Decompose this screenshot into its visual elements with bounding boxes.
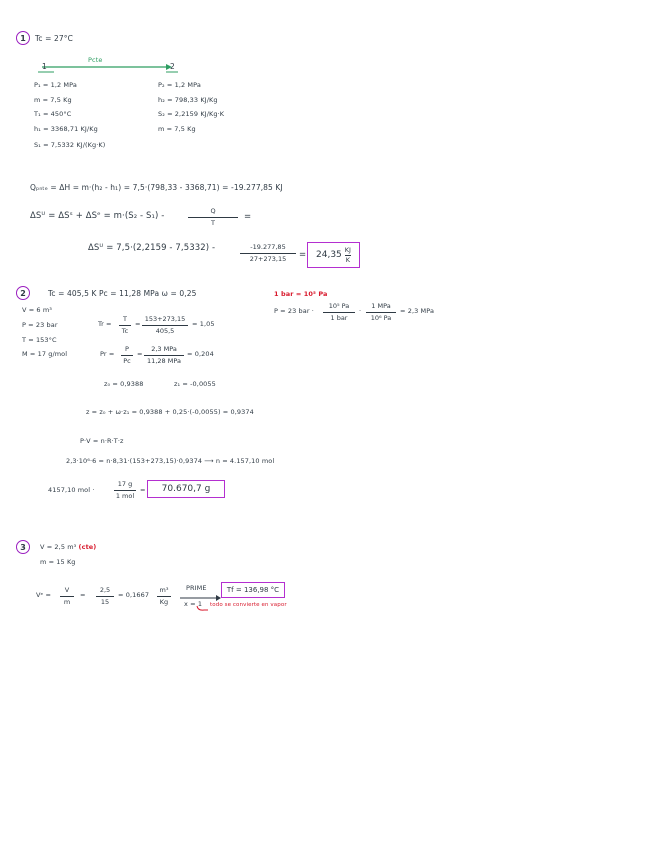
temperature-ratio-fraction: 153+273,15 405,5 [142, 316, 188, 334]
reduced-temperature-label: Tr = [98, 320, 112, 328]
multiply-dot: · [359, 307, 362, 315]
fraction-numerator: -19.277,85 [250, 243, 286, 251]
equals-sign: = [80, 591, 86, 599]
pa-to-mpa-fraction: 1 MPa 10⁶ Pa [366, 303, 396, 321]
compressibility-equation: z = z₀ + ω·z₁ = 0,9388 + 0,25·(-0,0055) = 0,9374 [86, 408, 254, 416]
problem-2-number: 2 [16, 286, 30, 300]
entropy-result-box [307, 242, 360, 268]
table-label: PRIME [186, 584, 207, 592]
molar-mass-fraction: 17 g 1 mol [115, 480, 135, 500]
state-1-enthalpy: h₁ = 3368,71 KJ/Kg [34, 125, 98, 133]
state-1-entropy: S₁ = 7,5332 KJ/(Kg·K) [34, 141, 106, 149]
reduced-pressure-label: Pr = [100, 350, 115, 358]
volume-mass-fraction: 2,5 15 [96, 587, 114, 605]
state-2-pressure: P₂ = 1,2 MPa [158, 81, 201, 89]
specific-volume-label: Vᵉ = [36, 591, 52, 599]
z1-value: z₁ = -0,0055 [174, 380, 216, 388]
entropy-equation: ΔSᵁ = ΔSˢ + ΔSᵉ = m·(S₂ - S₁) - [30, 211, 165, 221]
molar-mass-value: M = 17 g/mol [22, 350, 68, 358]
specific-volume-unit: m³ Kg [157, 587, 171, 605]
state-2-entropy: S₂ = 2,2159 KJ/Kg·K [158, 110, 225, 118]
process-label: Pcte [88, 56, 103, 64]
state-1-pressure: P₁ = 1,2 MPa [34, 81, 77, 89]
pressure-ratio-fraction: 2,3 MPa 11,28 MPa [144, 346, 184, 364]
heat-equation: Qₚₙₜₑ = ΔH = m·(h₂ - h₁) = 7,5·(798,33 - 3368,71) = -19.277,85 KJ [30, 183, 283, 192]
bar-to-pa-fraction: 10⁵ Pa 1 bar [323, 303, 355, 321]
quality-value: x = 1 [184, 600, 203, 608]
moles-calculation: 2,3·10⁶·6 = n·8,31·(153+273,15)·0,9374 ⟶ n = 4.157,10 mol [66, 457, 275, 465]
reduced-temperature-result: = 1,05 [192, 320, 215, 328]
constant-note: (cte) [78, 543, 97, 551]
state-2-mass: m = 7,5 Kg [158, 125, 196, 133]
specific-volume-result: = 0,1667 [118, 591, 150, 599]
mass-calculation: 4157,10 mol · [48, 486, 95, 494]
state-2-label: 2 [170, 62, 175, 71]
q-over-t-fraction [188, 208, 238, 226]
t-over-tc-fraction: T Tc [119, 316, 131, 334]
gas-law-equation: P·V = n·R·T·z [80, 437, 124, 445]
fraction-numerator: Q [210, 207, 216, 215]
problem-3-number: 3 [16, 540, 30, 554]
entropy-substitution: ΔSᵁ = 7,5·(2,2159 - 7,5332) - [88, 243, 216, 253]
final-temperature-result-box: Tf = 136,98 °C [221, 582, 285, 598]
heat-over-temperature-fraction [240, 244, 296, 262]
z0-value: z₀ = 0,9388 [104, 380, 144, 388]
volume-value: V = 6 m³ [22, 306, 52, 314]
unit-conversion-title: 1 bar = 10⁵ Pa [274, 290, 328, 298]
equals-sign: = [137, 350, 143, 358]
pressure-value: P = 23 bar [22, 321, 58, 329]
volume-value: V = 2,5 m³ (cte) [40, 543, 97, 551]
equals-sign: = [244, 212, 252, 222]
state-1-temperature: T₁ = 450°C [34, 110, 72, 118]
state-1-label: 1 [42, 62, 47, 71]
vapor-note: todo se convierte en vapor [210, 602, 287, 608]
equals-sign: = [135, 320, 141, 328]
temperature-value: T = 153°C [22, 336, 57, 344]
v-over-m-fraction: V m [60, 587, 74, 605]
state-1-mass: m = 7,5 Kg [34, 96, 72, 104]
fraction-denominator: 27+273,15 [249, 254, 287, 263]
entropy-result-value: 24,35 [316, 250, 342, 260]
equals-sign: = [140, 486, 146, 494]
pressure-conversion: P = 23 bar · [274, 307, 314, 315]
p-over-pc-fraction: P Pc [121, 346, 133, 364]
state-2-enthalpy: h₂ = 798,33 KJ/Kg [158, 96, 218, 104]
fraction-denominator: T [211, 218, 215, 227]
note-pointer-arrow [196, 605, 210, 613]
mass-value: m = 15 Kg [40, 558, 76, 566]
problem-1-number: 1 [16, 31, 30, 45]
pressure-conversion-result: = 2,3 MPa [400, 307, 435, 315]
equals-sign: = [299, 250, 307, 260]
critical-properties: Tc = 405,5 K Pc = 11,28 MPa ω = 0,25 [48, 289, 197, 298]
entropy-result-unit: $\frac{KJ}{K}$ [344, 246, 351, 264]
process-arrow [38, 60, 178, 74]
reduced-pressure-result: = 0,204 [187, 350, 214, 358]
mass-result-box: 70.670,7 g [147, 480, 225, 498]
critical-temperature: Tc = 27°C [35, 34, 73, 43]
